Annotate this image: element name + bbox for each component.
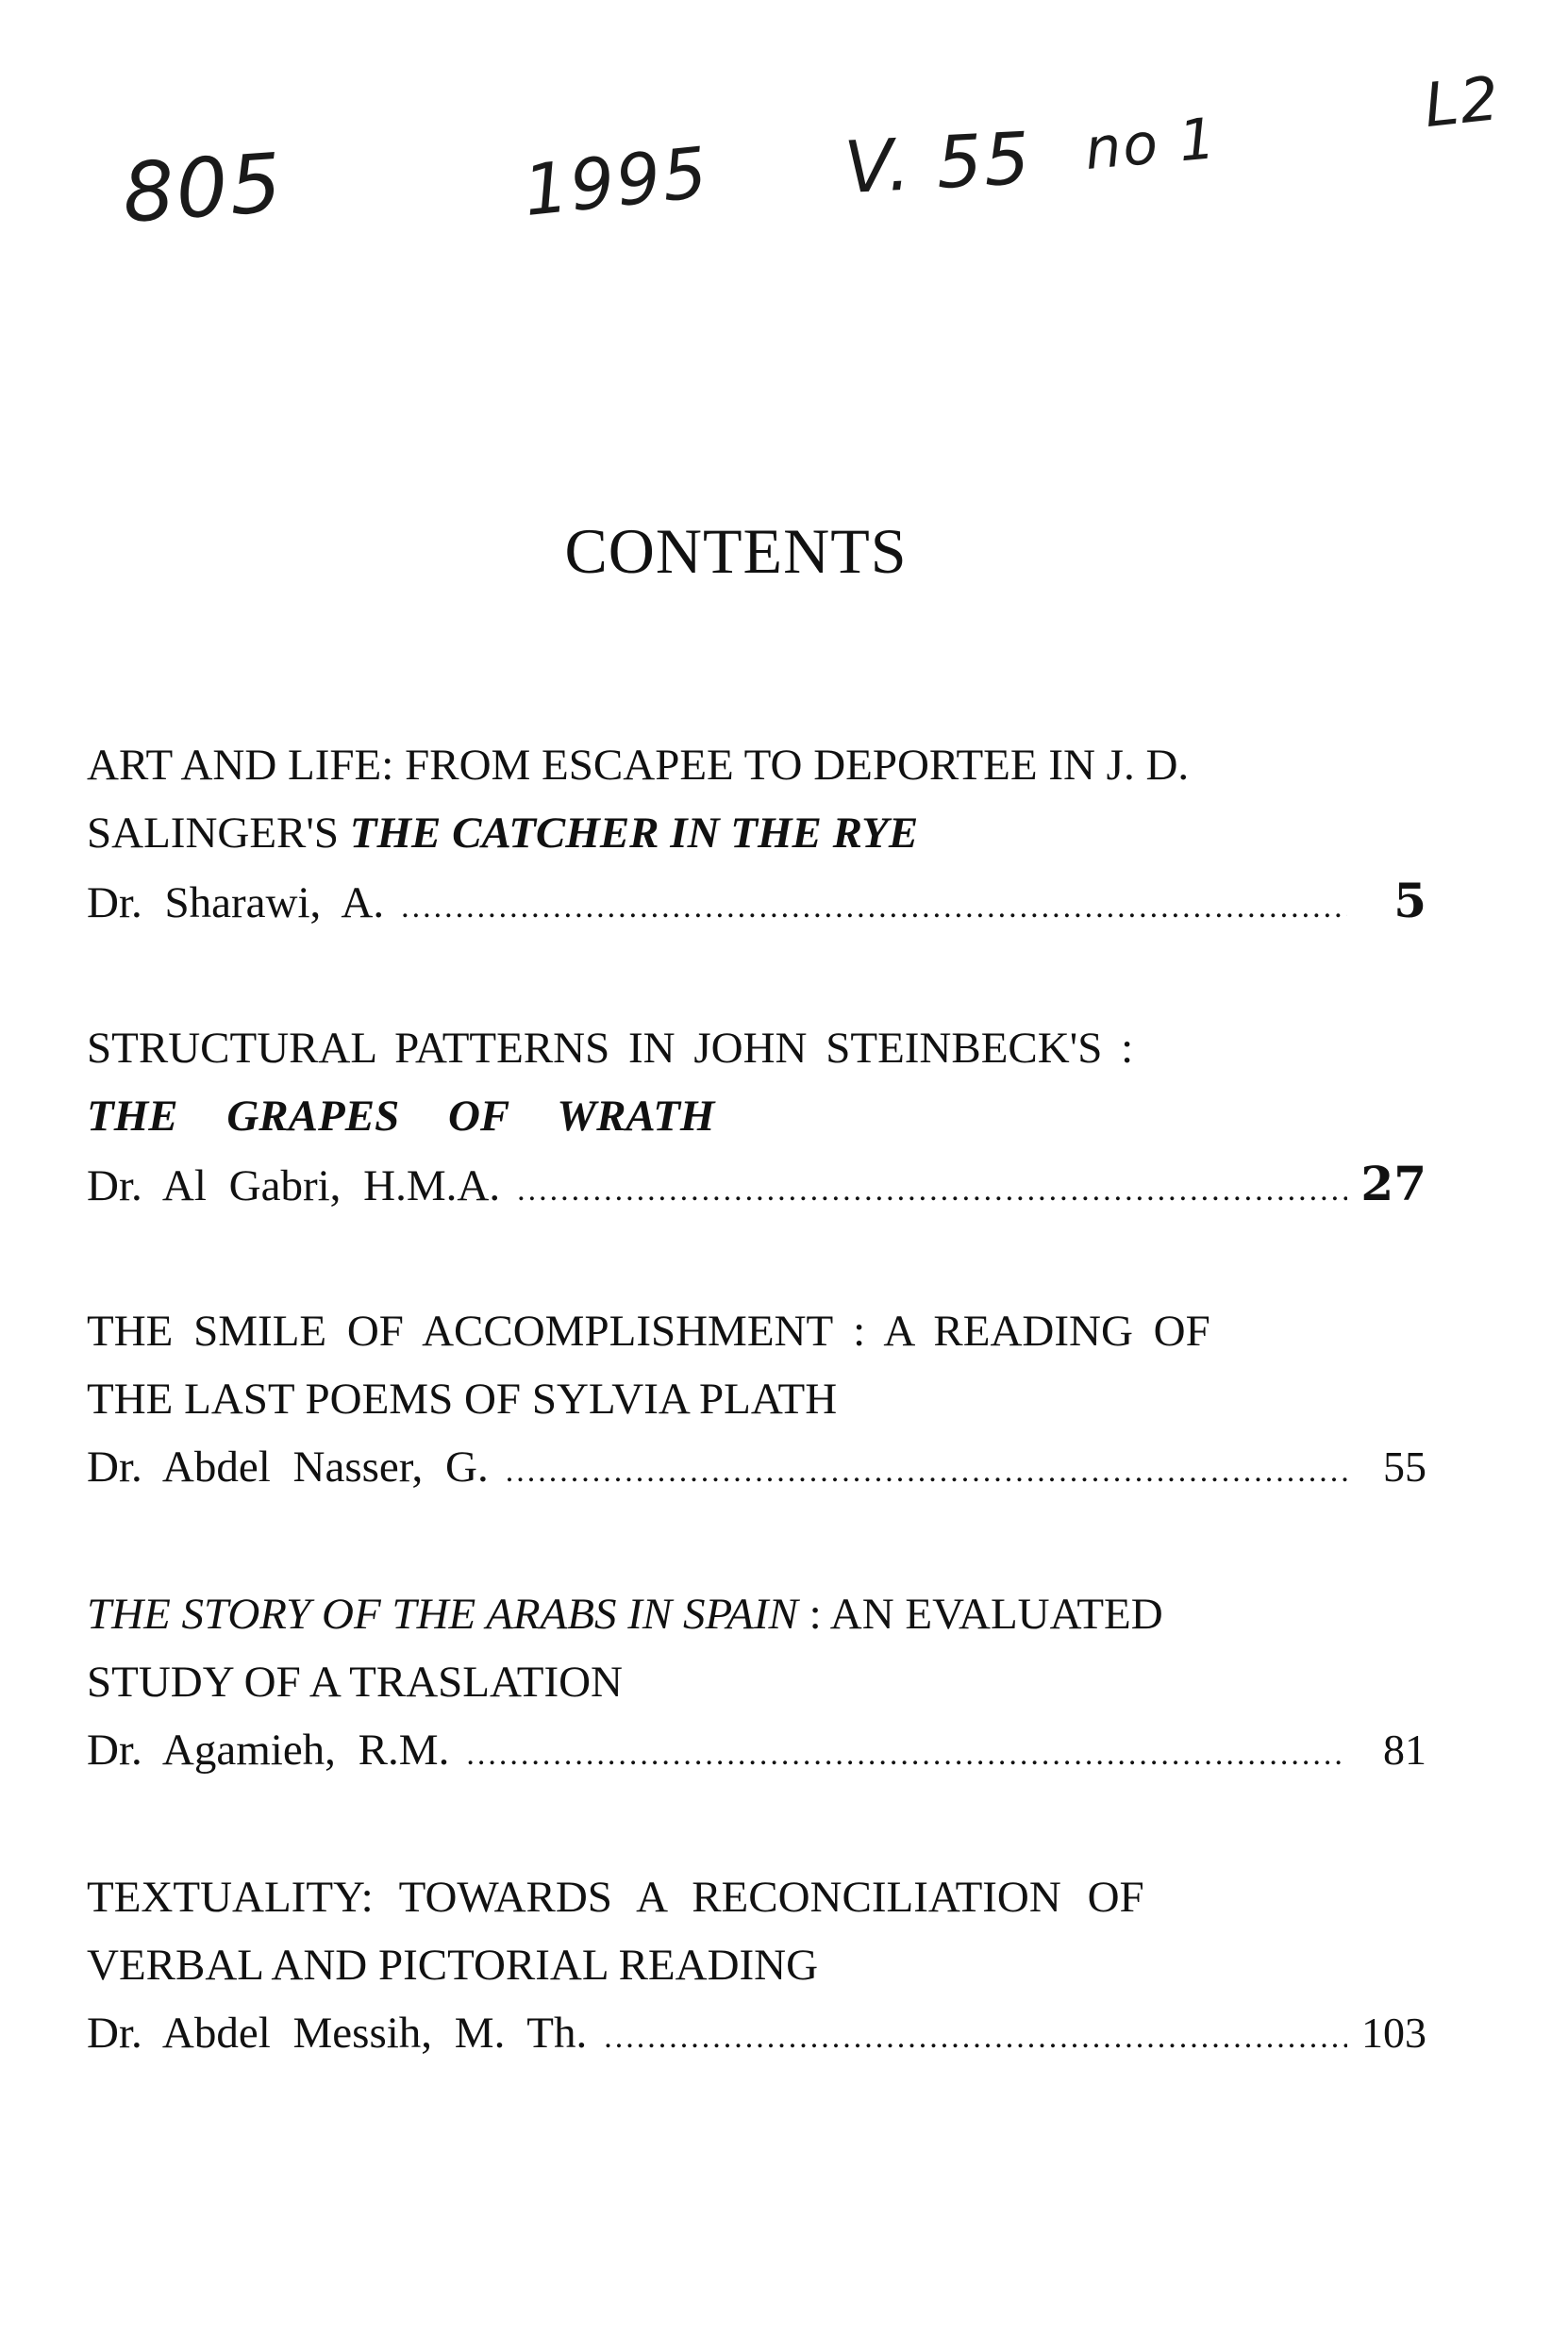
handwritten-location: L2 xyxy=(1421,64,1505,142)
entry-title-italic: THE STORY OF THE ARABS IN SPAIN xyxy=(87,1590,798,1639)
handwritten-year: 1995 xyxy=(520,131,713,233)
toc-entry-4 xyxy=(87,1580,1426,1789)
entry-author: Dr. Sharawi, A. xyxy=(87,878,385,927)
entry-title-line: THE SMILE OF ACCOMPLISHMENT : A READING OF xyxy=(87,1307,1210,1356)
toc-entry-2 xyxy=(87,1014,1426,1225)
toc-entry-1 xyxy=(87,731,1426,942)
handwritten-volume: V. 55 xyxy=(842,115,1034,210)
entry-author: Dr. Abdel Messih, M. Th. xyxy=(87,2009,588,2058)
entry-title-line: STRUCTURAL PATTERNS IN JOHN STEINBECK'S : xyxy=(87,1024,1134,1073)
entry-title-line xyxy=(87,1082,1426,1150)
toc-entry-3 xyxy=(87,1297,1426,1506)
dot-leader xyxy=(466,1721,1347,1789)
entry-title-text: SALINGER'S xyxy=(87,809,350,858)
entry-title-line: ART AND LIFE: FROM ESCAPEE TO DEPORTEE IN J. D. xyxy=(87,741,1190,790)
entry-author-row xyxy=(87,867,1426,942)
page-title: CONTENTS xyxy=(564,515,908,587)
entry-author-row xyxy=(87,1433,1426,1506)
entry-page-number: 55 xyxy=(1383,1443,1426,1491)
entry-page-number: 5 xyxy=(1393,873,1426,928)
entry-title-text: : AN EVALUATED xyxy=(797,1590,1163,1639)
entry-author: Dr. Agamieh, R.M. xyxy=(87,1726,450,1775)
entry-author-row xyxy=(87,1150,1426,1225)
entry-title-line: THE LAST POEMS OF SYLVIA PLATH xyxy=(87,1375,838,1424)
dot-leader xyxy=(506,1438,1347,1506)
entry-page-number: 81 xyxy=(1383,1726,1426,1774)
entry-title-line xyxy=(87,1580,1426,1648)
entry-page-number: 27 xyxy=(1360,1156,1426,1211)
dot-leader xyxy=(604,2004,1347,2072)
entry-title-line xyxy=(87,799,1426,867)
entry-title-italic: THE CATCHER IN THE RYE xyxy=(349,809,919,858)
entry-title-line: STUDY OF A TRASLATION xyxy=(87,1658,623,1707)
entry-title-line: VERBAL AND PICTORIAL READING xyxy=(87,1941,819,1990)
entry-title-line: TEXTUALITY: TOWARDS A RECONCILIATION OF xyxy=(87,1873,1144,1922)
entry-title-italic: THE GRAPES OF WRATH xyxy=(87,1092,715,1141)
entry-author-row xyxy=(87,1716,1426,1789)
handwritten-number: no 1 xyxy=(1082,106,1220,183)
dot-leader xyxy=(517,1157,1347,1225)
entry-author: Dr. Al Gabri, H.M.A. xyxy=(87,1161,501,1210)
handwritten-shelf-mark: 805 xyxy=(119,136,287,242)
entry-page-number: 103 xyxy=(1361,2009,1426,2057)
toc-entry-5 xyxy=(87,1863,1426,2072)
entry-author-row xyxy=(87,1999,1426,2072)
entry-author: Dr. Abdel Nasser, G. xyxy=(87,1443,489,1492)
dot-leader xyxy=(401,874,1347,942)
